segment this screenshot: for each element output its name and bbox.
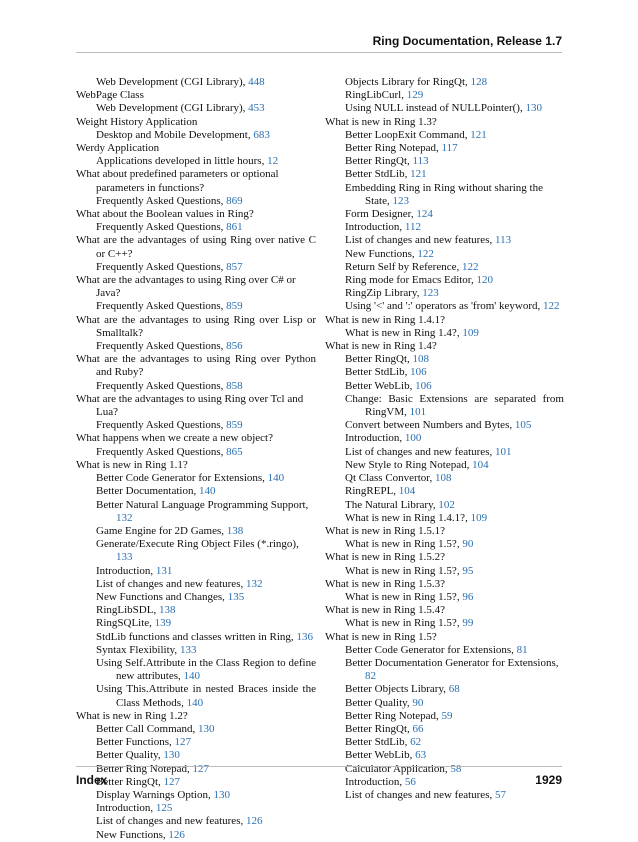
page-link[interactable]: 95: [462, 564, 474, 577]
page-link[interactable]: 133: [116, 551, 133, 564]
entry-label: What is new in Ring 1.5?,: [345, 538, 463, 551]
index-subentry: [76, 499, 316, 525]
entry-label: What is new in Ring 1.1?: [76, 458, 188, 471]
entry-label: Introduction,: [96, 802, 156, 815]
page-link[interactable]: 856: [226, 340, 243, 353]
entry-label: What is new in Ring 1.3?: [325, 115, 437, 128]
entry-label: List of changes and new features,: [96, 815, 246, 828]
index-subentry: [76, 380, 316, 393]
page-link[interactable]: 140: [198, 485, 216, 498]
page-link[interactable]: 63: [415, 749, 427, 762]
entry-label: Better RingQt,: [96, 775, 164, 788]
page-link[interactable]: 120: [476, 274, 494, 287]
index-subentry: [325, 565, 564, 578]
entry-label: What is new in Ring 1.5?,: [345, 617, 463, 630]
page-link[interactable]: 123: [392, 194, 409, 207]
entry-label: New Functions,: [345, 247, 418, 260]
index-subentry: [76, 155, 316, 168]
index-heading: [76, 393, 316, 419]
entry-label: New Functions,: [96, 828, 169, 841]
index-subentry: [325, 300, 564, 313]
page-link[interactable]: 133: [179, 643, 197, 656]
index-subentry: [325, 538, 564, 551]
entry-label: Better Documentation Generator for Extensions,: [345, 656, 559, 669]
index-subentry: [325, 736, 564, 749]
page-link[interactable]: 104: [472, 458, 489, 471]
index-heading: [325, 604, 564, 617]
entry-label: RingLibCurl,: [345, 89, 407, 102]
index-subentry: [76, 485, 316, 498]
page-link[interactable]: 56: [404, 775, 416, 788]
page-link[interactable]: 108: [435, 472, 452, 485]
page-link[interactable]: 453: [248, 102, 265, 115]
entry-label: Convert between Numbers and Bytes,: [345, 419, 515, 432]
page-link[interactable]: 125: [155, 802, 173, 815]
page-link[interactable]: 62: [410, 736, 422, 749]
entry-label: Frequently Asked Questions,: [96, 221, 227, 234]
index-subentry: [325, 89, 564, 102]
footer-rule: [76, 766, 562, 767]
index-subentry: [325, 591, 564, 604]
entry-label: Using This.Attribute in nested Braces inside the Class Methods,: [96, 683, 316, 709]
entry-label: The Natural Library,: [345, 498, 439, 511]
entry-label: What is new in Ring 1.5?,: [345, 590, 463, 603]
index-subentry: [325, 261, 564, 274]
entry-label: What is new in Ring 1.4?: [325, 340, 437, 353]
index-subentry: [325, 512, 564, 525]
index-subentry: [325, 182, 564, 208]
page-link[interactable]: 57: [494, 788, 506, 801]
entry-label: Qt Class Convertor,: [345, 472, 435, 485]
index-subentry: [325, 485, 564, 498]
entry-label: What about predefined parameters or optional parameters in functions?: [76, 168, 279, 194]
page-link[interactable]: 123: [422, 287, 439, 300]
entry-label: RingREPL,: [345, 485, 399, 498]
index-heading: [76, 142, 316, 155]
page-link[interactable]: 131: [155, 564, 173, 577]
index-subentry: [325, 208, 564, 221]
entry-label: Web Development (CGI Library),: [96, 76, 249, 88]
entry-label: StdLib functions and classes written in Ring,: [96, 630, 297, 643]
index-subentry: [325, 723, 564, 736]
index-subentry: [325, 617, 564, 630]
page-link[interactable]: 130: [213, 788, 230, 801]
index-subentry: [76, 300, 316, 313]
index-subentry: [325, 221, 564, 234]
page-link[interactable]: 683: [253, 128, 270, 141]
index-subentry: [76, 815, 316, 828]
entry-label: Introduction,: [345, 432, 405, 445]
page-link[interactable]: 12: [267, 155, 279, 168]
entry-label: Better Call Command,: [96, 722, 199, 735]
index-subentry: [76, 340, 316, 353]
header-rule: [76, 52, 562, 53]
index-subentry: [76, 472, 316, 485]
entry-label: Better Natural Language Programming Support,: [96, 498, 309, 511]
index-subentry: [325, 142, 564, 155]
entry-label: What is new in Ring 1.2?: [76, 709, 188, 722]
index-subentry: [325, 446, 564, 459]
entry-label: What is new in Ring 1.5.4?: [325, 604, 446, 617]
entry-label: Better Quality,: [96, 749, 164, 762]
entry-label: What is new in Ring 1.5.3?: [325, 577, 446, 590]
index-subentry: [325, 697, 564, 710]
index-heading: [325, 631, 564, 644]
entry-label: Better StdLib,: [345, 736, 411, 749]
page-link[interactable]: 122: [461, 260, 479, 273]
index-heading: [325, 578, 564, 591]
index-heading: [76, 89, 316, 102]
entry-label: Desktop and Mobile Development,: [96, 128, 254, 141]
entry-label: Better RingQt,: [345, 353, 413, 366]
entry-label: Game Engine for 2D Games,: [96, 524, 227, 537]
index-subentry: [76, 644, 316, 657]
index-subentry: [325, 327, 564, 340]
entry-label: Better StdLib,: [345, 366, 411, 379]
index-subentry: [325, 499, 564, 512]
entry-label: Form Designer,: [345, 208, 417, 221]
index-subentry: [325, 287, 564, 300]
index-subentry: [325, 353, 564, 366]
page-link[interactable]: 128: [470, 76, 488, 88]
entry-label: What are the advantages to using Ring over C# or Java?: [76, 274, 296, 300]
entry-label: Better RingQt,: [345, 722, 413, 735]
index-heading: [325, 314, 564, 327]
entry-label: List of changes and new features,: [345, 445, 495, 458]
index-subentry: [76, 829, 316, 842]
index-subentry: [325, 129, 564, 142]
entry-label: What are the advantages to using Ring over Python and Ruby?: [76, 353, 316, 379]
index-subentry: [325, 749, 564, 762]
page-link[interactable]: 100: [404, 432, 422, 445]
entry-label: Calculator Application,: [345, 762, 451, 775]
page-link[interactable]: 122: [543, 300, 560, 313]
page-link[interactable]: 126: [245, 815, 263, 828]
index-heading: [76, 168, 316, 194]
page-link[interactable]: 58: [450, 762, 462, 775]
page-link[interactable]: 82: [365, 670, 376, 683]
index-heading: [325, 340, 564, 353]
entry-label: What is new in Ring 1.4?,: [345, 326, 463, 339]
index-heading: [76, 314, 316, 340]
entry-label: Objects Library for RingQt,: [345, 76, 471, 88]
entry-label: Frequently Asked Questions,: [96, 194, 227, 207]
page-link[interactable]: 140: [183, 670, 201, 683]
entry-label: List of changes and new features,: [345, 788, 495, 801]
page-link[interactable]: 99: [462, 617, 474, 630]
page-link[interactable]: 121: [470, 128, 487, 141]
entry-label: Better Code Generator for Extensions,: [96, 472, 268, 485]
index-subentry: [76, 565, 316, 578]
entry-label: Frequently Asked Questions,: [96, 419, 227, 432]
entry-label: Using '<' and ':' operators as 'from' keyword,: [345, 300, 544, 313]
page-link[interactable]: 857: [226, 260, 243, 273]
entry-label: What is new in Ring 1.5.1?: [325, 524, 446, 537]
page-link[interactable]: 106: [410, 366, 427, 379]
entry-label: Using NULL instead of NULLPointer(),: [345, 102, 526, 115]
page-link[interactable]: 108: [412, 353, 430, 366]
index-subentry: [76, 789, 316, 802]
entry-label: Return Self by Reference,: [345, 260, 462, 273]
entry-label: Better Ring Notepad,: [345, 142, 442, 155]
index-subentry: [325, 683, 564, 696]
entry-label: Better RingQt,: [345, 155, 413, 168]
index-subentry: [76, 129, 316, 142]
page-link[interactable]: 117: [441, 142, 458, 155]
page-link[interactable]: 81: [516, 643, 528, 656]
index-subentry: [325, 763, 564, 776]
entry-label: Generate/Execute Ring Object Files (*.ringo),: [96, 538, 299, 551]
entry-label: Better Ring Notepad,: [345, 709, 442, 722]
index-subentry: [76, 195, 316, 208]
index-subentry: [76, 723, 316, 736]
entry-label: What is new in Ring 1.5.2?: [325, 551, 446, 564]
page-link[interactable]: 96: [462, 590, 474, 603]
index-subentry: [325, 248, 564, 261]
entry-label: Frequently Asked Questions,: [96, 260, 227, 273]
index-heading: [325, 551, 564, 564]
page-link[interactable]: 861: [226, 221, 243, 234]
index-subentry: [76, 776, 316, 789]
index-subentry: [76, 736, 316, 749]
page-link[interactable]: 129: [406, 89, 424, 102]
entry-label: Ring mode for Emacs Editor,: [345, 274, 477, 287]
page-link[interactable]: 68: [448, 683, 460, 696]
index-subentry: [76, 631, 316, 644]
page-link[interactable]: 869: [226, 194, 243, 207]
index-heading: [325, 525, 564, 538]
index-subentry: [325, 366, 564, 379]
index-subentry: [76, 261, 316, 274]
index-subentry: [76, 221, 316, 234]
entry-label: RingSQLite,: [96, 617, 155, 630]
index-subentry: [325, 419, 564, 432]
index-subentry: [76, 683, 316, 709]
entry-label: Change: Basic Extensions are separated from RingVM,: [345, 392, 564, 419]
page-link[interactable]: 59: [441, 709, 453, 722]
index-subentry: [325, 155, 564, 168]
page-link[interactable]: 104: [398, 485, 416, 498]
entry-label: Frequently Asked Questions,: [96, 379, 227, 392]
index-subentry: [325, 472, 564, 485]
index-subentry: [325, 644, 564, 657]
index-heading: [325, 116, 564, 129]
index-heading: [76, 116, 316, 129]
entry-label: New Functions and Changes,: [96, 590, 228, 603]
page-link[interactable]: 101: [494, 445, 512, 458]
page-link[interactable]: 140: [267, 472, 285, 485]
entry-label: What are the advantages of using Ring over native C or C++?: [76, 234, 316, 260]
index-subentry: [76, 802, 316, 815]
index-heading: [76, 432, 316, 445]
page-link[interactable]: 109: [462, 326, 479, 339]
entry-label: Better Ring Notepad,: [96, 762, 193, 775]
index-subentry: [325, 789, 564, 802]
entry-label: Better Code Generator for Extensions,: [345, 643, 517, 656]
page-link[interactable]: 138: [158, 604, 176, 617]
index-subentry: [76, 538, 316, 564]
entry-label: RingLibSDL,: [96, 604, 159, 617]
index-subentry: [76, 591, 316, 604]
page-link[interactable]: 138: [226, 524, 244, 537]
index-heading: [76, 710, 316, 723]
entry-label: What is new in Ring 1.5?,: [345, 564, 463, 577]
entry-label: WebPage Class: [76, 89, 144, 102]
entry-label: Better LoopExit Command,: [345, 128, 471, 141]
page-link[interactable]: 132: [245, 577, 263, 590]
entry-label: What are the advantages to using Ring over Tcl and Lua?: [76, 392, 304, 419]
index-subentry: [76, 578, 316, 591]
entry-label: What is new in Ring 1.4.1?,: [345, 511, 471, 524]
page-link[interactable]: 113: [494, 234, 512, 247]
footer-section-label: Index: [76, 773, 108, 787]
entry-label: RingZip Library,: [345, 287, 423, 300]
page-link[interactable]: 132: [116, 511, 133, 524]
page-link[interactable]: 124: [416, 208, 433, 221]
index-subentry: [325, 234, 564, 247]
entry-label: Display Warnings Option,: [96, 788, 214, 801]
entry-label: What are the advantages to using Ring over Lisp or Smalltalk?: [76, 313, 316, 339]
entry-label: What is new in Ring 1.5?: [325, 630, 437, 643]
entry-label: Better WebLib,: [345, 379, 416, 392]
entry-label: Frequently Asked Questions,: [96, 340, 227, 353]
index-subentry: [325, 432, 564, 445]
entry-label: Weight History Application: [76, 115, 198, 128]
index-heading: [76, 274, 316, 300]
page-link[interactable]: 90: [462, 538, 474, 551]
index-subentry: [325, 102, 564, 115]
index-subentry: [76, 617, 316, 630]
page-link[interactable]: 136: [296, 630, 313, 643]
page-link[interactable]: 90: [412, 696, 424, 709]
page-link[interactable]: 135: [227, 590, 245, 603]
page-link[interactable]: 66: [412, 722, 424, 735]
page-link[interactable]: 448: [248, 76, 265, 88]
page-link[interactable]: 859: [226, 419, 243, 432]
entry-label: Syntax Flexibility,: [96, 643, 180, 656]
entry-label: Better Quality,: [345, 696, 413, 709]
page-link[interactable]: 127: [192, 762, 210, 775]
index-subentry: [325, 274, 564, 287]
entry-label: Better Objects Library,: [345, 683, 449, 696]
page-link[interactable]: 102: [438, 498, 455, 511]
entry-label: Embedding Ring in Ring without sharing the State,: [345, 181, 543, 207]
entry-label: List of changes and new features,: [96, 577, 246, 590]
entry-label: What about the Boolean values in Ring?: [76, 208, 254, 221]
page-link[interactable]: 109: [470, 511, 488, 524]
page-link[interactable]: 105: [514, 419, 532, 432]
index-subentry: [325, 776, 564, 789]
index-subentry: [325, 380, 564, 393]
index-subentry: [76, 657, 316, 683]
page-link[interactable]: 121: [410, 168, 427, 181]
page-link[interactable]: 859: [226, 300, 243, 313]
index-subentry: [76, 749, 316, 762]
page-link[interactable]: 130: [198, 722, 215, 735]
entry-label: Werdy Application: [76, 142, 160, 155]
entry-label: Introduction,: [96, 564, 156, 577]
entry-label: Better Documentation,: [96, 485, 199, 498]
entry-label: New Style to Ring Notepad,: [345, 458, 473, 471]
page-link[interactable]: 865: [226, 445, 243, 458]
page-link[interactable]: 122: [417, 247, 434, 260]
index-subentry: [325, 393, 564, 419]
index-column-left: [76, 76, 316, 842]
entry-label: What happens when we create a new object?: [76, 432, 273, 445]
entry-label: List of changes and new features,: [345, 234, 495, 247]
index-subentry: [76, 102, 316, 115]
footer-page-number: 1929: [535, 773, 562, 787]
entry-label: Using Self.Attribute in the Class Region to define new attributes,: [96, 656, 316, 683]
index-subentry: [76, 76, 316, 89]
header-title: Ring Documentation, Release 1.7: [372, 34, 562, 48]
index-heading: [76, 459, 316, 472]
entry-label: Introduction,: [345, 775, 405, 788]
page-link[interactable]: 130: [525, 102, 542, 115]
index-subentry: [76, 525, 316, 538]
entry-label: Frequently Asked Questions,: [96, 445, 227, 458]
index-subentry: [76, 419, 316, 432]
index-subentry: [325, 710, 564, 723]
index-subentry: [76, 763, 316, 776]
entry-label: Applications developed in little hours,: [96, 155, 268, 168]
page-link[interactable]: 113: [412, 155, 429, 168]
index-heading: [76, 353, 316, 379]
entry-label: Frequently Asked Questions,: [96, 300, 227, 313]
entry-label: Better Functions,: [96, 736, 175, 749]
entry-label: Better WebLib,: [345, 749, 416, 762]
page-link[interactable]: 127: [163, 775, 181, 788]
page-link[interactable]: 106: [415, 379, 432, 392]
index-heading: [76, 234, 316, 260]
index-subentry: [325, 76, 564, 89]
page-link[interactable]: 139: [154, 617, 172, 630]
index-heading: [76, 208, 316, 221]
index-subentry: [325, 657, 564, 683]
index-column-right: [325, 76, 564, 802]
page-link[interactable]: 101: [409, 406, 427, 419]
page-link[interactable]: 127: [174, 736, 192, 749]
page-link[interactable]: 112: [404, 221, 421, 234]
page-link[interactable]: 130: [163, 749, 180, 762]
entry-label: What is new in Ring 1.4.1?: [325, 313, 446, 326]
index-subentry: [76, 604, 316, 617]
index-subentry: [76, 446, 316, 459]
page-link[interactable]: 126: [168, 828, 185, 841]
index-subentry: [325, 168, 564, 181]
entry-label: Introduction,: [345, 221, 405, 234]
entry-label: Better StdLib,: [345, 168, 411, 181]
entry-label: Web Development (CGI Library),: [96, 102, 249, 115]
page-link[interactable]: 140: [186, 696, 204, 709]
index-subentry: [325, 459, 564, 472]
page-link[interactable]: 858: [226, 379, 243, 392]
